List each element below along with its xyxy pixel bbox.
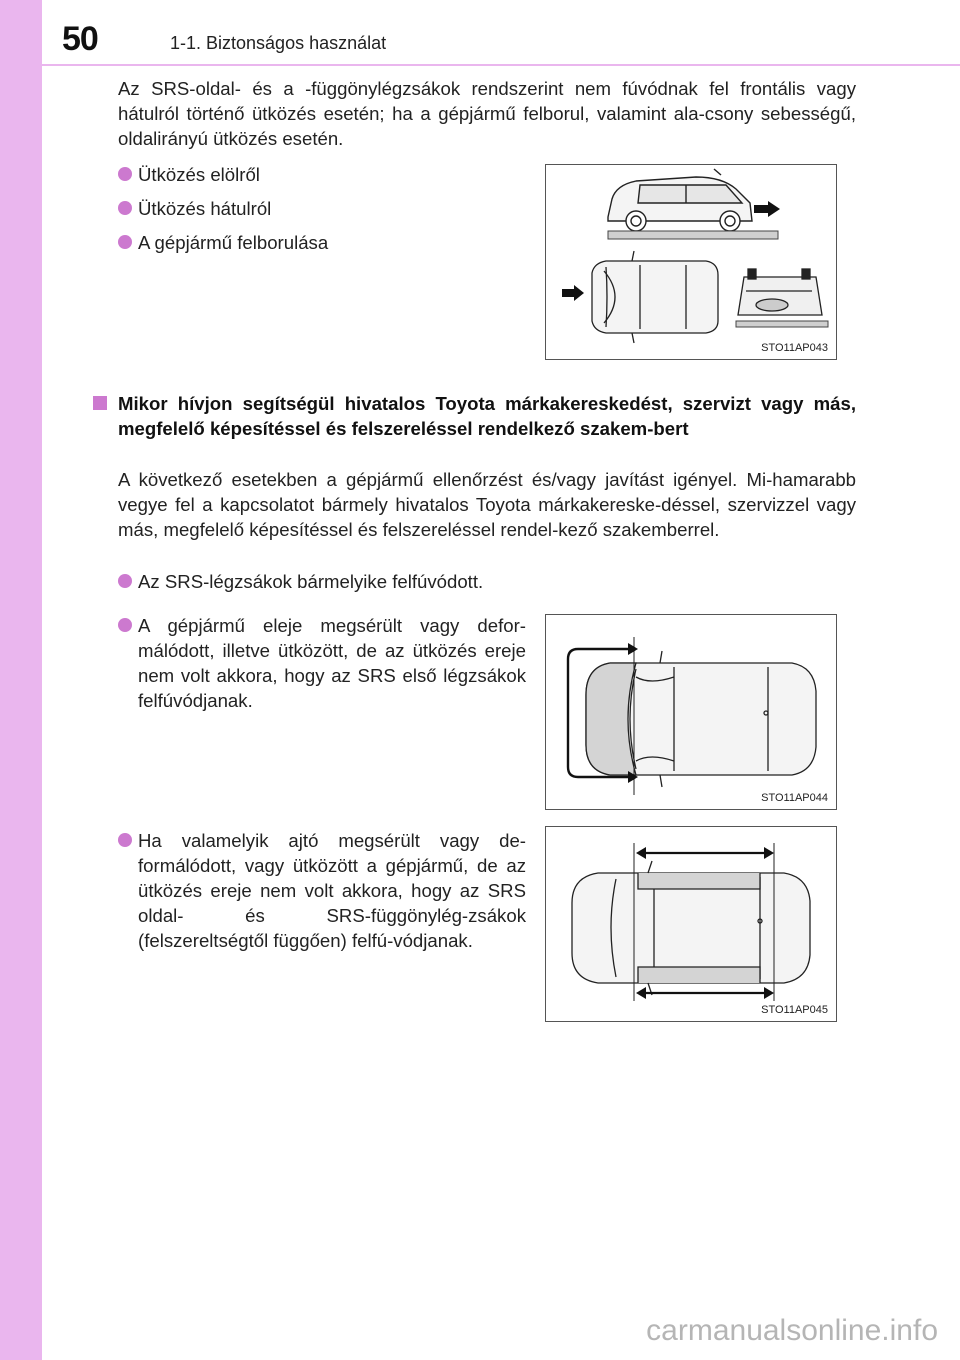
figure-code: STO11AP043 [761,342,828,354]
header-rule [42,64,960,66]
section-body: A következő esetekben a gépjármű ellenőrzést és/vagy javítást igényel. Mi-hamarabb vegye fel a kapcsolatot bármely hivatalos Toyota márkakereske-déssel, szervizzel vagy más, megfelelő képesítéssel és felszereléssel rendel-kező szakemberrel. [118,469,856,540]
car-illustration-icon [546,165,835,358]
car-top-view-icon [546,615,835,808]
figure-collision-types [545,164,837,360]
section-title: 1-1. Biztonságos használat [170,33,387,53]
section-heading [118,391,856,441]
intro-paragraph: Az SRS-oldal- és a -függönylégzsákok rendszerint nem fúvódnak fel frontális vagy hátulról történő ütközés esetén; ha a gépjármű felborul, valamint ala-csony sebességű, oldalirányú ütközés esetén. [118,78,856,149]
car-top-view-icon [546,827,835,1020]
heading-square-icon [93,396,107,410]
bullet-text: A gépjármű eleje megsérült vagy defor-málódott, illetve ütközött, de az ütközés ereje nem volt akkora, hogy az SRS első légzsákok felfúvódjanak. [138,615,526,711]
bullet-icon [118,574,132,588]
bullet-text: Ha valamelyik ajtó megsérült vagy de-formálódott, vagy ütközött a gépjármű, de az ütközés ereje nem volt akkora, hogy az SRS oldal- és SRS-függönylég-zsákok (felszereltségtől függően) felfú-vódjanak. [138,830,526,951]
footer-watermark: carmanualsonline.info [646,1314,938,1347]
figure-front-damage [545,614,837,810]
bullet-icon [118,201,132,215]
bullet-label: A gépjármű felborulása [138,232,329,253]
bullet-icon [118,618,132,632]
page-side-tab [0,0,42,1360]
bullet-label: Ütközés hátulról [138,198,272,219]
figure-code: STO11AP044 [761,792,828,804]
bullet-icon [118,235,132,249]
figure-code: STO11AP045 [761,1004,828,1016]
bullet-icon [118,167,132,181]
bullet-text: Az SRS-légzsákok bármelyike felfúvódott. [138,571,484,592]
bullet-icon [118,833,132,847]
figure-side-damage [545,826,837,1022]
bullet-label: Ütközés elölről [138,164,260,185]
page-number: 50 [62,20,98,58]
section-heading-text: Mikor hívjon segítségül hivatalos Toyota márkakereskedést, szervizt vagy más, megfelelő képesítéssel és felszereléssel rendelkező szakem-bert [118,393,856,439]
